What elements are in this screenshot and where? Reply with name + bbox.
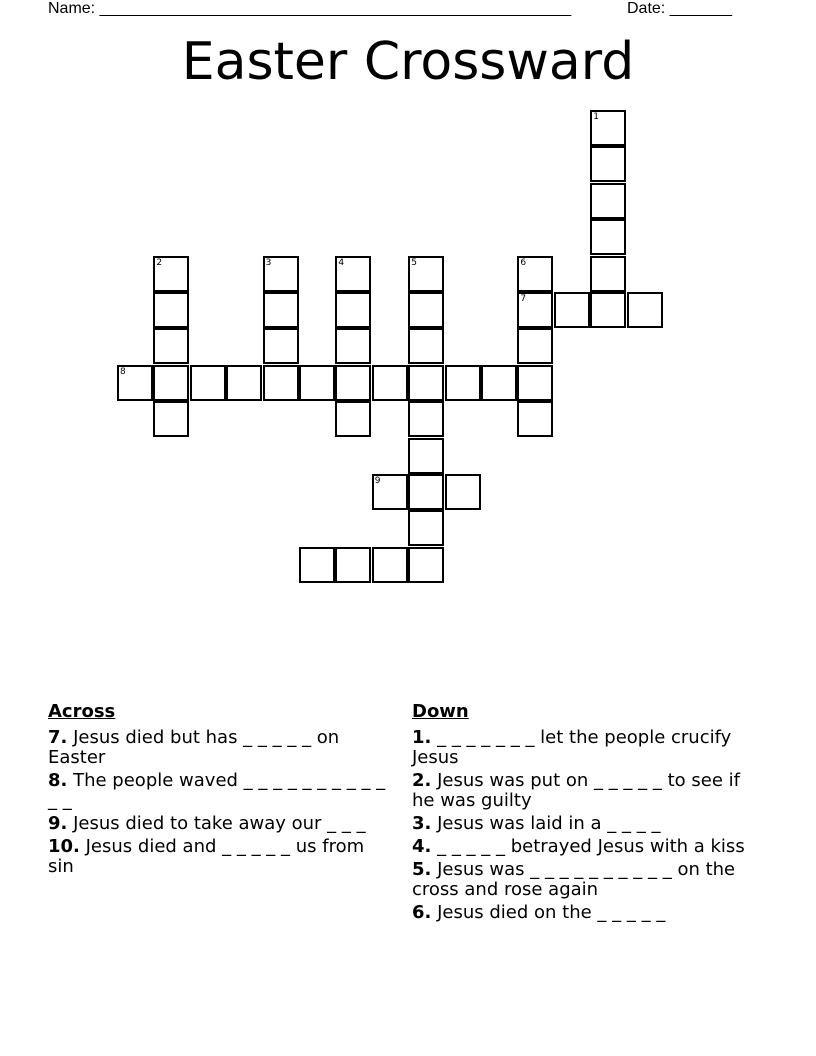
crossword-cell[interactable] — [153, 365, 189, 401]
crossword-cell[interactable] — [408, 547, 444, 583]
crossword-cell[interactable] — [590, 292, 626, 328]
crossword-cell[interactable] — [335, 328, 371, 364]
crossword-cell[interactable] — [372, 365, 408, 401]
crossword-cell[interactable] — [335, 256, 371, 292]
down-clues — [412, 702, 757, 926]
clue-text: Jesus died and _ _ _ _ _ us from sin — [48, 836, 365, 877]
down-clue — [412, 860, 757, 900]
across-heading: Across — [48, 701, 116, 722]
down-heading: Down — [412, 701, 469, 722]
clue-number: 3. — [412, 813, 432, 834]
down-clue — [412, 728, 757, 768]
clue-text: Jesus was laid in a _ _ _ _ — [437, 813, 661, 834]
crossword-cell[interactable] — [263, 365, 299, 401]
crossword-cell[interactable] — [335, 401, 371, 437]
crossword-cell[interactable] — [590, 110, 626, 146]
clue-number: 9. — [48, 813, 68, 834]
name-field-label: Name: _____________________________________________________ — [48, 0, 572, 17]
clue-number-label: 4 — [338, 257, 345, 268]
crossword-cell[interactable] — [335, 365, 371, 401]
crossword-cell[interactable] — [335, 292, 371, 328]
clue-number: 4. — [412, 836, 432, 857]
crossword-cell[interactable] — [153, 292, 189, 328]
clue-text: Jesus died to take away our _ _ _ — [73, 813, 366, 834]
crossword-cell[interactable] — [299, 547, 335, 583]
clue-text: Jesus was put on _ _ _ _ _ to see if he was guilty — [412, 770, 740, 811]
crossword-cell[interactable] — [445, 365, 481, 401]
crossword-cell[interactable] — [590, 219, 626, 255]
crossword-cell[interactable] — [481, 365, 517, 401]
across-clue — [48, 837, 393, 877]
across-clue — [48, 814, 393, 834]
clue-number: 8. — [48, 770, 68, 791]
clue-number-label: 5 — [411, 257, 417, 268]
crossword-cell[interactable] — [408, 292, 444, 328]
crossword-cell[interactable] — [408, 365, 444, 401]
clue-number-label: 6 — [520, 257, 527, 268]
clue-number: 7. — [48, 727, 68, 748]
crossword-cell[interactable] — [590, 146, 626, 182]
clue-number: 10. — [48, 836, 80, 857]
crossword-cell[interactable] — [263, 292, 299, 328]
clue-number-label: 7 — [520, 294, 527, 304]
page-title: Easter Crossward — [181, 32, 635, 92]
crossword-cell[interactable] — [263, 256, 299, 292]
clue-text: Jesus was _ _ _ _ _ _ _ _ _ _ on the cross and rose again — [412, 859, 736, 900]
crossword-cell[interactable] — [299, 365, 335, 401]
crossword-cell[interactable] — [153, 328, 189, 364]
crossword-cell[interactable] — [408, 510, 444, 546]
crossword-cell[interactable] — [408, 256, 444, 292]
crossword-cell[interactable] — [226, 365, 262, 401]
clue-text: _ _ _ _ _ betrayed Jesus with a kiss — [437, 836, 745, 857]
across-clue — [48, 771, 393, 811]
clue-number-label: 8 — [120, 366, 126, 377]
clue-number-label: 9 — [374, 476, 381, 486]
clue-number: 6. — [412, 902, 432, 923]
down-clue — [412, 771, 757, 811]
crossword-cell[interactable] — [408, 438, 444, 474]
crossword-cell[interactable] — [408, 328, 444, 364]
clue-text: _ _ _ _ _ _ _ let the people crucify Jesus — [412, 727, 732, 768]
down-clue — [412, 814, 757, 834]
clue-text: The people waved _ _ _ _ _ _ _ _ _ _ _ _ — [48, 770, 386, 811]
crossword-cell[interactable] — [554, 292, 590, 328]
crossword-cell[interactable] — [590, 183, 626, 219]
clue-number-label: 3 — [265, 257, 272, 268]
crossword-cell[interactable] — [590, 256, 626, 292]
crossword-cell[interactable] — [627, 292, 663, 328]
down-clue — [412, 837, 757, 857]
crossword-cell[interactable] — [117, 365, 153, 401]
crossword-cell[interactable] — [335, 547, 371, 583]
clue-number: 5. — [412, 859, 432, 880]
crossword-cell[interactable] — [517, 401, 553, 437]
crossword-cell[interactable] — [445, 474, 481, 510]
clue-number-label: 1 — [593, 112, 599, 122]
clue-text: Jesus died but has _ _ _ _ _ on Easter — [48, 727, 340, 768]
crossword-cell[interactable] — [372, 474, 408, 510]
crossword-cell[interactable] — [153, 401, 189, 437]
crossword-cell[interactable] — [517, 256, 553, 292]
across-clues — [48, 702, 393, 880]
crossword-cell[interactable] — [408, 474, 444, 510]
crossword-cell[interactable] — [517, 328, 553, 364]
across-clue — [48, 728, 393, 768]
clue-number-label: 2 — [156, 257, 163, 268]
crossword-cell[interactable] — [408, 401, 444, 437]
crossword-cell[interactable] — [190, 365, 226, 401]
date-field-label: Date: _______ — [627, 0, 732, 17]
crossword-cell[interactable] — [263, 328, 299, 364]
crossword-cell[interactable] — [372, 547, 408, 583]
crossword-cell[interactable] — [153, 256, 189, 292]
crossword-cell[interactable] — [517, 365, 553, 401]
crossword-cell[interactable] — [517, 292, 553, 328]
clue-number: 2. — [412, 770, 432, 791]
clue-text: Jesus died on the _ _ _ _ _ — [437, 902, 666, 923]
clue-number: 1. — [412, 727, 432, 748]
down-clue — [412, 903, 757, 923]
